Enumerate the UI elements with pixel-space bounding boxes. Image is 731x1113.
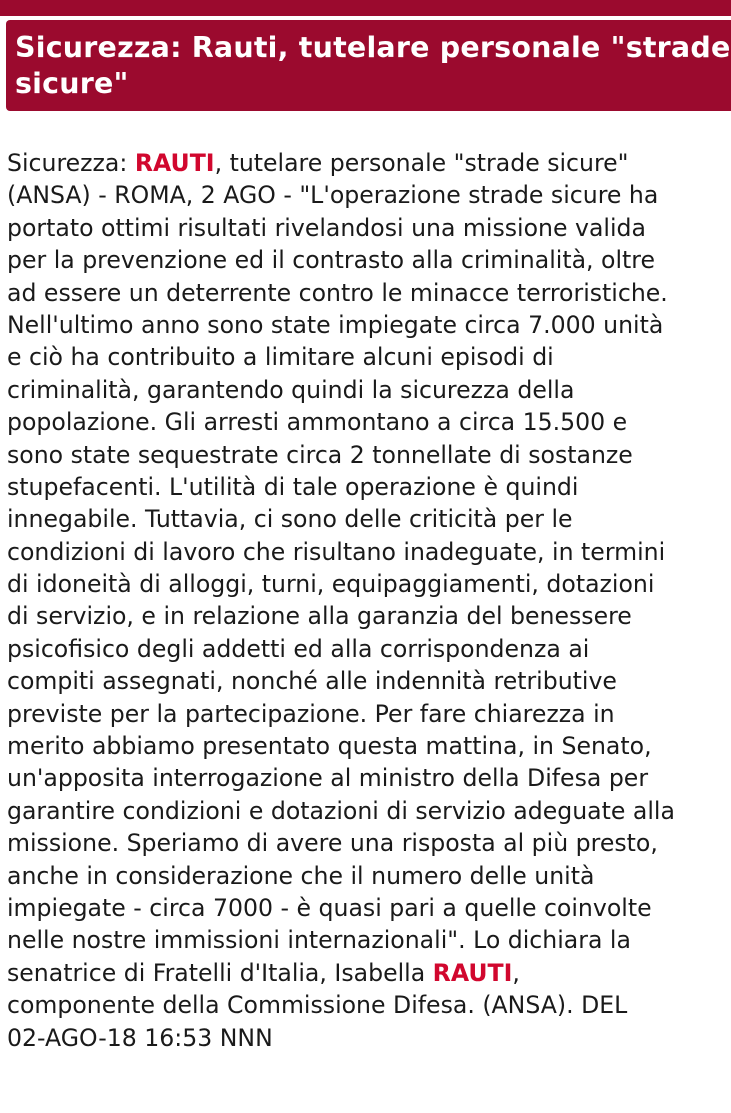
article-line: popolazione. Gli arresti ammontano a circa 15.500 e [7, 408, 628, 437]
headline-banner [6, 20, 731, 111]
article-line: nelle nostre immissioni internazionali". Lo dichiara la [7, 926, 631, 955]
article-line: impiegate - circa 7000 - è quasi pari a quelle coinvolte [7, 893, 652, 922]
article-line: per la prevenzione ed il contrasto alla criminalità, oltre [7, 246, 655, 275]
article-line: di servizio, e in relazione alla garanzia del benessere [7, 602, 632, 631]
article-line: innegabile. Tuttavia, ci sono delle criticità per le [7, 505, 573, 534]
article-line: garantire condizioni e dotazioni di servizio adeguate alla [7, 796, 675, 825]
highlighted-keyword: RAUTI [134, 149, 215, 177]
article-line: missione. Speriamo di avere una risposta al più presto, [7, 829, 658, 858]
article-line: previste per la partecipazione. Per fare chiarezza in [7, 699, 615, 728]
article-line: componente della Commissione Difesa. (ANSA). DEL [7, 991, 628, 1020]
article-line [7, 147, 731, 179]
text-segment: , [512, 958, 520, 987]
article-line [7, 957, 731, 989]
article-line: un'apposita interrogazione al ministro della Difesa per [7, 764, 649, 793]
text-segment: senatrice di Fratelli d'Italia, Isabella [7, 958, 433, 987]
article-headline: Sicurezza: Rauti, tutelare personale "strade sicure" [15, 31, 731, 100]
article-line: (ANSA) - ROMA, 2 AGO - "L'operazione strade sicure ha [7, 181, 659, 210]
article-line: compiti assegnati, nonché alle indennità retributive [7, 667, 617, 696]
highlighted-keyword: RAUTI [432, 958, 513, 987]
article-line: e ciò ha contribuito a limitare alcuni episodi di [7, 343, 554, 372]
top-bar [0, 0, 731, 16]
article-line: sono state sequestrate circa 2 tonnellate di sostanze [7, 440, 633, 469]
article-body [7, 147, 731, 1054]
text-segment: Sicurezza: [7, 149, 135, 177]
article-line: Nell'ultimo anno sono state impiegate circa 7.000 unità [7, 310, 664, 339]
article-line: portato ottimi risultati rivelandosi una missione valida [7, 213, 646, 242]
article-line: psicofisico degli addetti ed alla corrispondenza ai [7, 634, 590, 663]
article-line: merito abbiamo presentato questa mattina, in Senato, [7, 732, 652, 761]
article-line: condizioni di lavoro che risultano inadeguate, in termini [7, 537, 666, 566]
text-segment: , tutelare personale "strade sicure" [214, 149, 629, 177]
article-line: stupefacenti. L'utilità di tale operazione è quindi [7, 472, 579, 501]
article-line: 02-AGO-18 16:53 NNN [7, 1023, 273, 1052]
article-line: criminalità, garantendo quindi la sicurezza della [7, 375, 575, 404]
article-line: di idoneità di alloggi, turni, equipaggiamenti, dotazioni [7, 570, 655, 599]
article-line: anche in considerazione che il numero delle unità [7, 861, 595, 890]
article-line: ad essere un deterrente contro le minacce terroristiche. [7, 278, 668, 307]
